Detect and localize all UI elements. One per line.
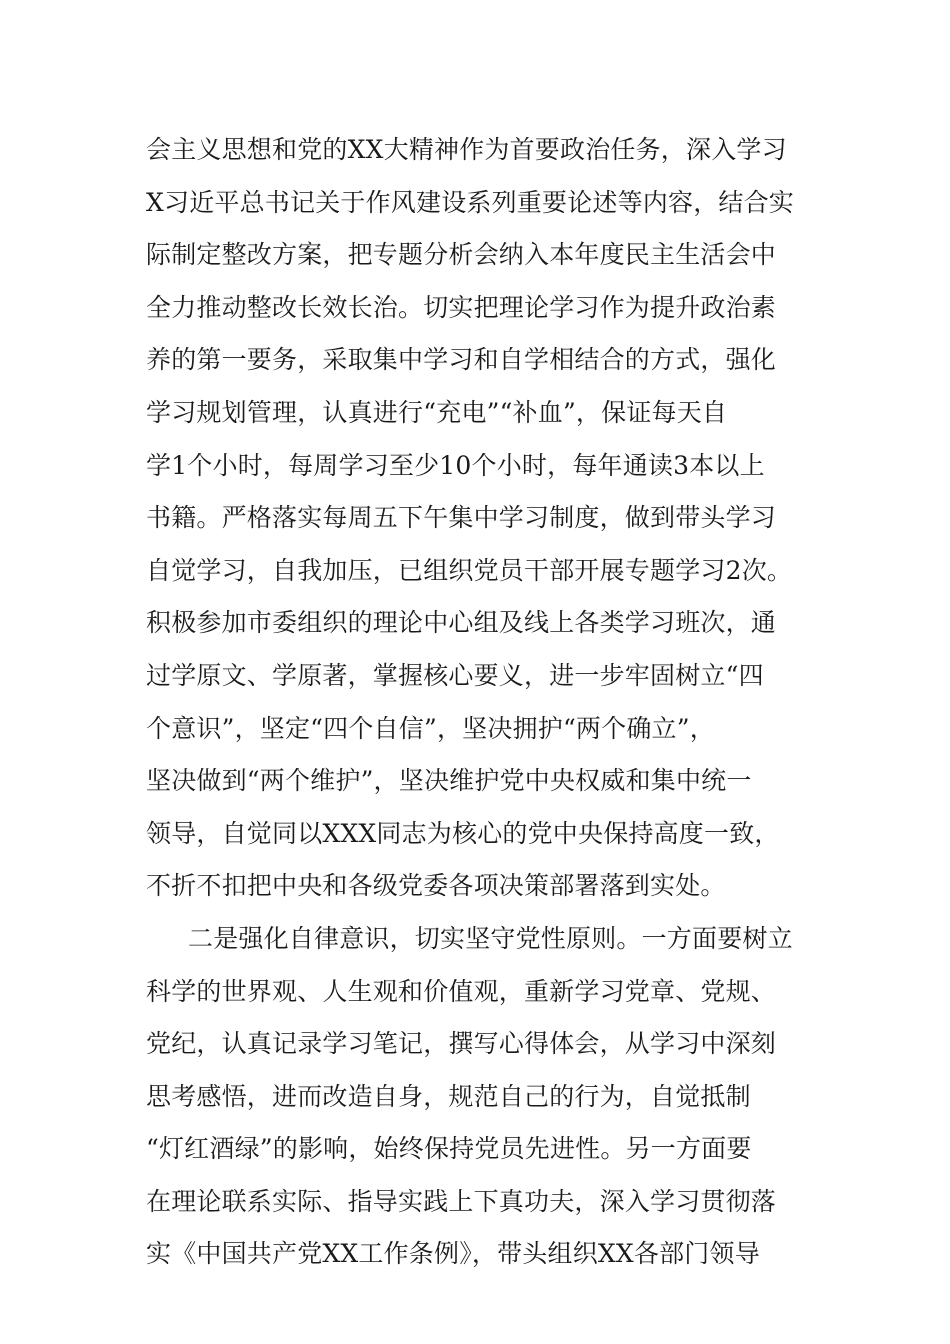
text-line: 过学原文、学原著，掌握核心要义，进一步牢固树立“四 bbox=[146, 660, 764, 690]
text-line: 学1个小时，每周学习至少10个小时，每年通读3本以上 bbox=[146, 450, 765, 480]
text-line: 积极参加市委组织的理论中心组及线上各类学习班次，通 bbox=[146, 608, 777, 638]
text-line: “灯红酒绿”的影响，始终保持党员先进性。另一方面要 bbox=[146, 1134, 752, 1164]
text-line: 学习规划管理，认真进行“充电”“补血”，保证每天自 bbox=[146, 397, 728, 427]
text-line: 科学的世界观、人生观和价值观，重新学习党章、党规、 bbox=[146, 976, 777, 1006]
text-line: 自觉学习，自我加压，已组织党员干部开展专题学习2次。 bbox=[146, 555, 793, 585]
text-line: 书籍。严格落实每周五下午集中学习制度，做到带头学习 bbox=[146, 503, 777, 533]
text-line: 党纪，认真记录学习笔记，撰写心得体会，从学习中深刻 bbox=[146, 1029, 777, 1059]
text-line: X习近平总书记关于作风建设系列重要论述等内容，结合实 bbox=[146, 187, 795, 217]
body-text bbox=[146, 124, 814, 1281]
text-line: 际制定整改方案，把专题分析会纳入本年度民主生活会中 bbox=[146, 240, 777, 270]
paragraph-start-line: 二是强化自律意识，切实坚守党性原则。一方面要树立 bbox=[188, 923, 793, 953]
text-line: 不折不扣把中央和各级党委各项决策部署落到实处。 bbox=[146, 871, 726, 901]
text-line: 全力推动整改长效长治。切实把理论学习作为提升政治素 bbox=[146, 292, 777, 322]
text-line: 在理论联系实际、指导实践上下真功夫，深入学习贯彻落 bbox=[146, 1186, 777, 1216]
text-line: 养的第一要务，采取集中学习和自学相结合的方式，强化 bbox=[146, 345, 777, 375]
text-line: 实《中国共产党XX工作条例》，带头组织XX各部门领导 bbox=[146, 1239, 760, 1269]
text-line: 思考感悟，进而改造自身，规范自己的行为，自觉抵制 bbox=[146, 1081, 751, 1111]
text-line: 个意识”，坚定“四个自信”，坚决拥护“两个确立”， bbox=[146, 713, 715, 743]
text-line: 会主义思想和党的XX大精神作为首要政治任务，深入学习 bbox=[146, 135, 787, 164]
text-line: 坚决做到“两个维护”，坚决维护党中央权威和集中统一 bbox=[146, 766, 752, 796]
text-line: 领导，自觉同以XXX同志为核心的党中央保持高度一致， bbox=[146, 818, 780, 848]
